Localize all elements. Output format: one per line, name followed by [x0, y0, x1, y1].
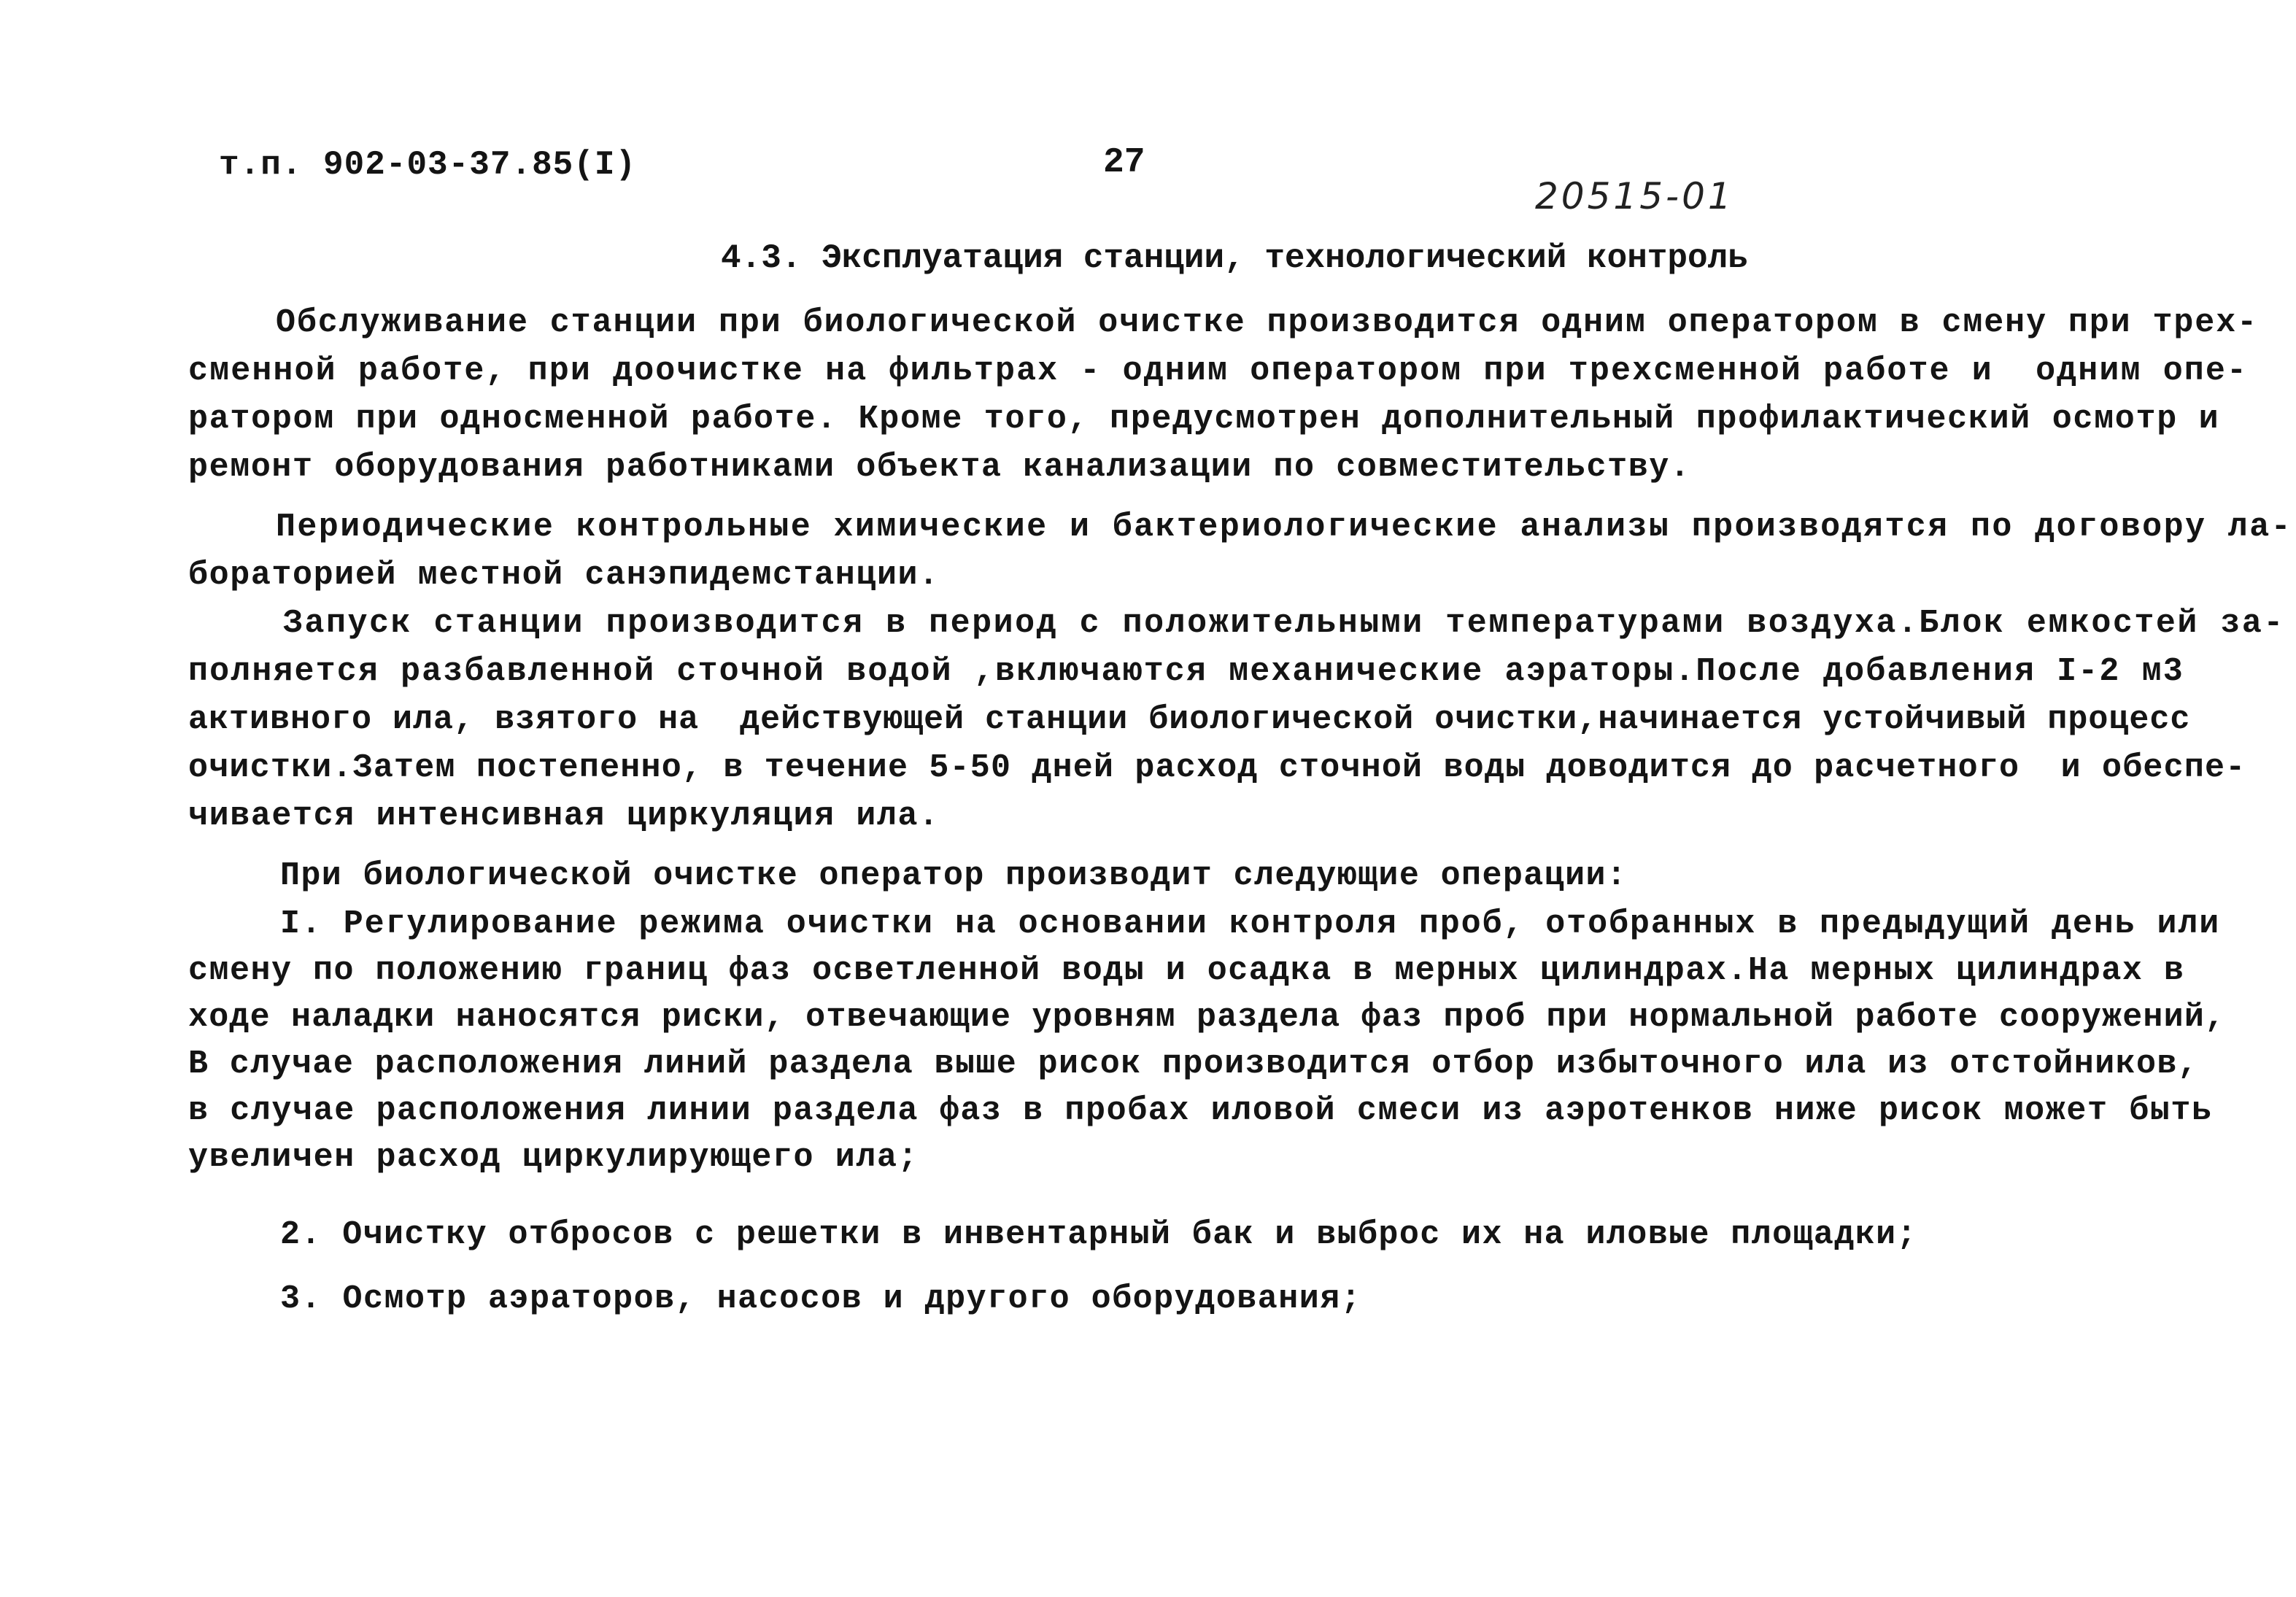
paragraph-5-line-5: в случае расположения линии раздела фаз в пробах иловой смеси из аэротенков ниже рисок может быть: [188, 1092, 2213, 1129]
paragraph-3-line-4: очистки.Затем постепенно, в течение 5-50 дней расход сточной воды доводится до расчетного и обеспе-: [188, 749, 2246, 786]
paragraph-1-line-1: Обслуживание станции при биологической очистке производится одним оператором в смену при трех-: [276, 304, 2259, 341]
document-code: т.п. 902-03-37.85(I): [219, 146, 637, 184]
paragraph-5-line-6: увеличен расход циркулирующего ила;: [188, 1139, 919, 1176]
paragraph-5-line-2: смену по положению границ фаз осветленной воды и осадка в мерных цилиндрах.На мерных цилиндрах в: [188, 952, 2185, 989]
paragraph-3-line-2: полняется разбавленной сточной водой ,включаются механические аэраторы.После добавления I-2 м3: [188, 653, 2184, 690]
paragraph-2-line-2: бораторией местной санэпидемстанции.: [188, 557, 940, 594]
paragraph-1-line-2: сменной работе, при доочистке на фильтрах - одним оператором при трехсменной работе и одним опе-: [188, 352, 2249, 390]
paragraph-2-line-1: Периодические контрольные химические и бактериологические анализы производятся по договору ла-: [276, 509, 2293, 546]
handwritten-inventory-number: 20515-01: [1535, 175, 1734, 217]
paragraph-5-line-1: I. Регулирование режима очистки на основании контроля проб, отобранных в предыдущий день или: [280, 905, 2221, 943]
page-number: 27: [1103, 143, 1145, 182]
list-item-3: 3. Осмотр аэраторов, насосов и другого оборудования;: [280, 1280, 1362, 1318]
paragraph-3-line-1: Запуск станции производится в период с положительными температурами воздуха.Блок емкостей за-: [283, 605, 2285, 642]
section-title: 4.3. Эксплуатация станции, технологический контроль: [721, 239, 1748, 277]
paragraph-1-line-3: ратором при односменной работе. Кроме того, предусмотрен дополнительный профилактический осмотр и: [188, 401, 2220, 438]
paragraph-5-line-4: В случае расположения линий раздела выше рисок производится отбор избыточного ила из отстойников,: [188, 1045, 2199, 1083]
list-item-2: 2. Очистку отбросов с решетки в инвентарный бак и выброс их на иловые площадки;: [280, 1216, 1917, 1253]
paragraph-4-line-1: При биологической очистке оператор производит следующие операции:: [280, 857, 1628, 894]
paragraph-3-line-3: активного ила, взятого на действующей станции биологической очистки,начинается устойчивый процесс: [188, 701, 2191, 738]
paragraph-3-line-5: чивается интенсивная циркуляция ила.: [188, 797, 940, 835]
paragraph-5-line-3: ходе наладки наносятся риски, отвечающие уровням раздела фаз проб при нормальной работе сооружений,: [188, 999, 2226, 1036]
paragraph-1-line-4: ремонт оборудования работниками объекта канализации по совместительству.: [188, 449, 1691, 486]
